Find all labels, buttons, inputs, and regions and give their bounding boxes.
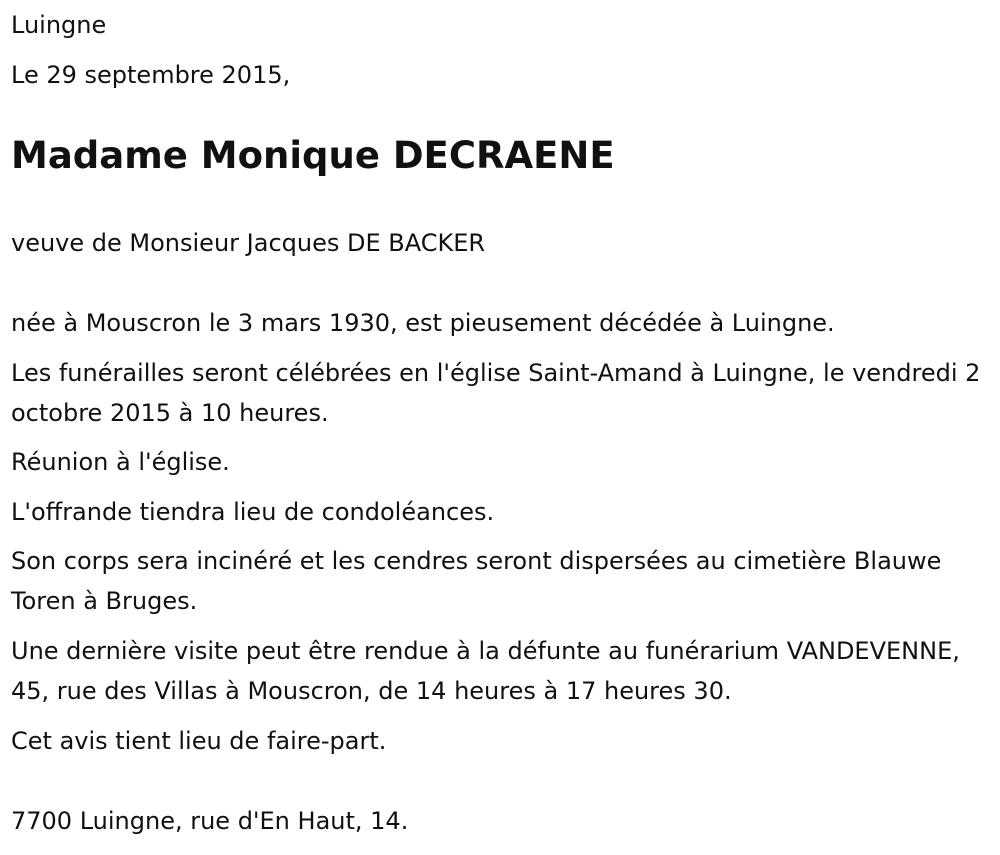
cremation-paragraph: Son corps sera incinéré et les cendres seront dispersées au cimetière Blauwe Toren à Bruges.	[11, 547, 942, 615]
widow-line: veuve de Monsieur Jacques DE BACKER	[11, 229, 486, 257]
funeral-paragraph: Les funérailles seront célébrées en l'église Saint-Amand à Luingne, le vendredi 2 octobre 2015 à 10 heures.	[11, 359, 981, 427]
deceased-name-title: Madame Monique DECRAENE	[11, 134, 615, 177]
place-line: Luingne	[11, 11, 107, 39]
offering-paragraph: L'offrande tiendra lieu de condoléances.	[11, 498, 495, 526]
birth-death-paragraph: née à Mouscron le 3 mars 1930, est pieusement décédée à Luingne.	[11, 309, 835, 337]
reunion-paragraph: Réunion à l'église.	[11, 448, 230, 476]
address-line: 7700 Luingne, rue d'En Haut, 14.	[11, 807, 409, 835]
notice-paragraph: Cet avis tient lieu de faire-part.	[11, 727, 387, 755]
date-line: Le 29 septembre 2015,	[11, 61, 291, 89]
visit-paragraph: Une dernière visite peut être rendue à la défunte au funérarium VANDEVENNE, 45, rue des Villas à Mouscron, de 14 heures à 17 heures 30.	[11, 637, 960, 705]
